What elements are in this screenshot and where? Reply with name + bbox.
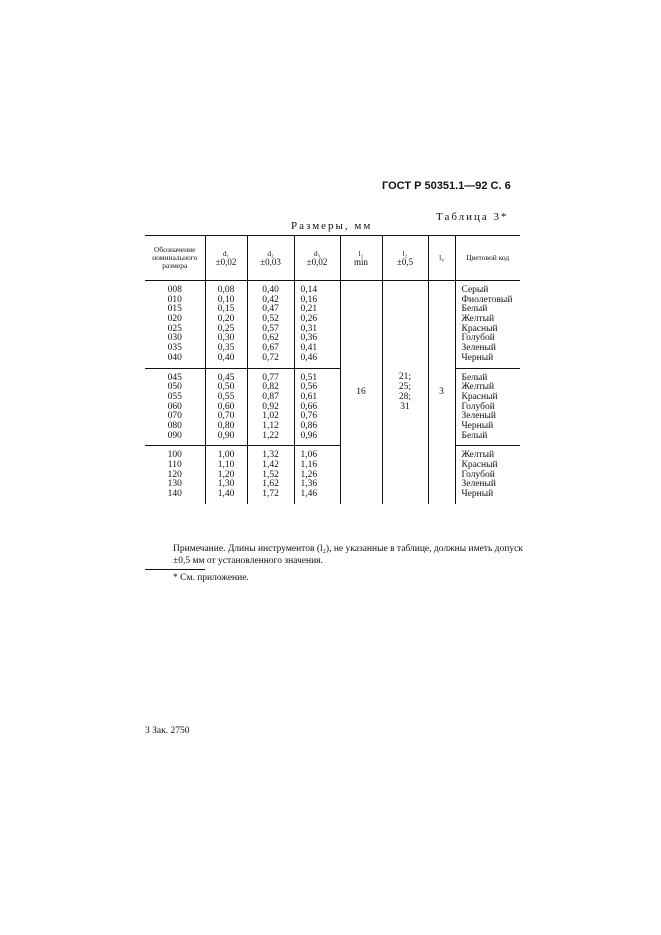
value: 1,06	[300, 450, 318, 461]
column-name: d₃	[313, 249, 321, 258]
value: Желтый	[461, 450, 495, 461]
value: 0,26	[300, 314, 318, 325]
footnote-divider	[145, 569, 205, 570]
column-header	[145, 236, 205, 281]
value: 28;	[398, 391, 412, 402]
value: 0,72	[262, 352, 279, 363]
value: 0,14	[300, 285, 318, 295]
value: Белый	[461, 430, 488, 441]
value: 120	[167, 469, 182, 480]
value: 0,96	[300, 430, 318, 441]
value: 070	[167, 411, 182, 422]
cell-d3	[294, 446, 340, 504]
column-tolerance: ±0,5	[396, 257, 414, 267]
column-name: Обозначение номинального размера	[152, 245, 198, 270]
value: Желтый	[461, 382, 495, 393]
column-tolerance: ±0,02	[215, 257, 237, 267]
value: 0,31	[300, 323, 318, 334]
value: Серый	[461, 285, 489, 295]
table-row-group	[145, 368, 520, 446]
value: 0,70	[217, 411, 235, 422]
value: 015	[167, 304, 182, 315]
table-row-group	[145, 281, 520, 369]
cell-d2	[247, 446, 294, 504]
value: 0,45	[217, 372, 235, 383]
value: 0,46	[300, 352, 318, 363]
value: 0,10	[217, 294, 235, 305]
value: 21;	[398, 372, 412, 383]
value: 0,47	[262, 304, 279, 315]
value: 1,12	[262, 420, 279, 431]
value: 0,08	[217, 285, 235, 295]
cell-size	[145, 281, 205, 369]
value: Зеленый	[461, 343, 496, 354]
column-header	[382, 236, 428, 281]
column-header	[340, 236, 382, 281]
value: 008	[167, 285, 182, 295]
value: 1,20	[217, 469, 235, 480]
value: 1,42	[262, 460, 279, 470]
value: 1,00	[217, 450, 235, 461]
value: 0,77	[262, 372, 279, 383]
value: Голубой	[461, 469, 495, 480]
column-name: d₂	[267, 249, 274, 258]
column-name: l₄	[439, 253, 444, 262]
value: 090	[167, 430, 182, 441]
table-number: Таблица 3*	[436, 211, 509, 223]
value: 0,60	[217, 401, 235, 412]
value: Белый	[461, 372, 488, 383]
column-header	[455, 236, 520, 281]
column-header	[428, 236, 455, 281]
table-row-group	[145, 446, 520, 504]
column-tolerance: ±0,03	[260, 257, 281, 267]
value: 0,55	[217, 391, 235, 402]
value: 0,80	[217, 420, 235, 431]
value: 0,57	[262, 323, 279, 334]
table-note: Примечание. Длины инструментов (l₂), не указанные в таблице, должны иметь допуск ±0,5 мм от установленного значения.	[173, 544, 523, 566]
cell-l2	[382, 281, 428, 504]
value: 0,50	[217, 382, 235, 393]
value: 020	[167, 314, 182, 325]
value: 1,10	[217, 460, 235, 470]
value: 0,30	[217, 333, 235, 344]
value: 0,21	[300, 304, 318, 315]
value: 16	[356, 387, 366, 398]
value: 1,40	[217, 489, 235, 500]
cell-color	[455, 281, 520, 369]
value: 1,26	[300, 469, 318, 480]
value: 0,76	[300, 411, 318, 422]
value: 010	[167, 294, 182, 305]
value: 1,62	[262, 479, 279, 490]
value: 0,36	[300, 333, 318, 344]
cell-d1	[205, 446, 247, 504]
column-header	[294, 236, 340, 281]
value: Черный	[461, 352, 494, 363]
value: 0,51	[300, 372, 318, 383]
value: Желтый	[461, 314, 495, 325]
value: Зеленый	[461, 479, 496, 490]
value: 110	[167, 460, 182, 470]
value: 1,72	[262, 489, 279, 500]
value: 0,16	[300, 294, 318, 305]
cell-d2	[247, 368, 294, 446]
value: 1,32	[262, 450, 279, 461]
standard-header: ГОСТ Р 50351.1—92 С. 6	[382, 180, 511, 192]
value: 0,35	[217, 343, 235, 354]
column-name: Цветовой код	[466, 253, 510, 262]
dimensions-table	[145, 235, 520, 504]
value: 050	[167, 382, 182, 393]
value: 1,30	[217, 479, 235, 490]
value: 1,52	[262, 469, 279, 480]
value: 0,90	[217, 430, 235, 441]
value: Черный	[461, 420, 494, 431]
value: 0,86	[300, 420, 318, 431]
value: 060	[167, 401, 182, 412]
value: 025	[167, 323, 182, 334]
cell-d3	[294, 368, 340, 446]
cell-d2	[247, 281, 294, 369]
value: 0,40	[217, 352, 235, 363]
value: 0,56	[300, 382, 318, 393]
column-tolerance: ±0,02	[306, 257, 328, 267]
cell-d1	[205, 281, 247, 369]
column-name: l₁	[358, 249, 364, 258]
value: 0,87	[262, 391, 279, 402]
value: 100	[167, 450, 182, 461]
value: 1,02	[262, 411, 279, 422]
column-name: l₂	[402, 249, 408, 258]
value: 0,92	[262, 401, 279, 412]
value: 1,22	[262, 430, 279, 441]
value: 0,15	[217, 304, 235, 315]
value: 0,25	[217, 323, 235, 334]
value: 3	[439, 387, 444, 398]
value: 0,52	[262, 314, 279, 325]
value: 1,46	[300, 489, 318, 500]
value: 0,66	[300, 401, 318, 412]
footnote: * См. приложение.	[173, 573, 249, 583]
cell-color	[455, 368, 520, 446]
cell-l1	[340, 281, 382, 504]
value: Красный	[461, 323, 498, 334]
value: 25;	[398, 382, 412, 393]
value: Красный	[461, 391, 498, 402]
value: 030	[167, 333, 182, 344]
value: 1,36	[300, 479, 318, 490]
value: 0,61	[300, 391, 318, 402]
value: Черный	[461, 489, 494, 500]
value: 31	[400, 401, 410, 412]
value: 080	[167, 420, 182, 431]
cell-size	[145, 446, 205, 504]
value: 140	[167, 489, 182, 500]
value: 0,67	[262, 343, 279, 354]
value: 0,41	[300, 343, 318, 354]
value: 0,40	[262, 285, 279, 295]
value: 130	[167, 479, 182, 490]
value: Фиолетовый	[461, 294, 513, 305]
value: 0,82	[262, 382, 279, 393]
value: 0,42	[262, 294, 279, 305]
value: 055	[167, 391, 182, 402]
cell-l4	[428, 281, 455, 504]
value: 035	[167, 343, 182, 354]
value: Красный	[461, 460, 498, 470]
value: 040	[167, 352, 182, 363]
value: Голубой	[461, 401, 495, 412]
cell-d3	[294, 281, 340, 369]
value: 045	[167, 372, 182, 383]
value: Зеленый	[461, 411, 496, 422]
column-tolerance: min	[353, 257, 368, 267]
value: 1,16	[300, 460, 318, 470]
cell-d1	[205, 368, 247, 446]
table-units: Размеры, мм	[291, 220, 373, 232]
value: 0,20	[217, 314, 235, 325]
value: Голубой	[461, 333, 495, 344]
print-signature: 3 Зак. 2750	[145, 726, 190, 736]
value: 0,62	[262, 333, 279, 344]
column-name: d₁	[222, 249, 230, 258]
cell-size	[145, 368, 205, 446]
column-header	[247, 236, 294, 281]
cell-color	[455, 446, 520, 504]
column-header	[205, 236, 247, 281]
value: Белый	[461, 304, 488, 315]
